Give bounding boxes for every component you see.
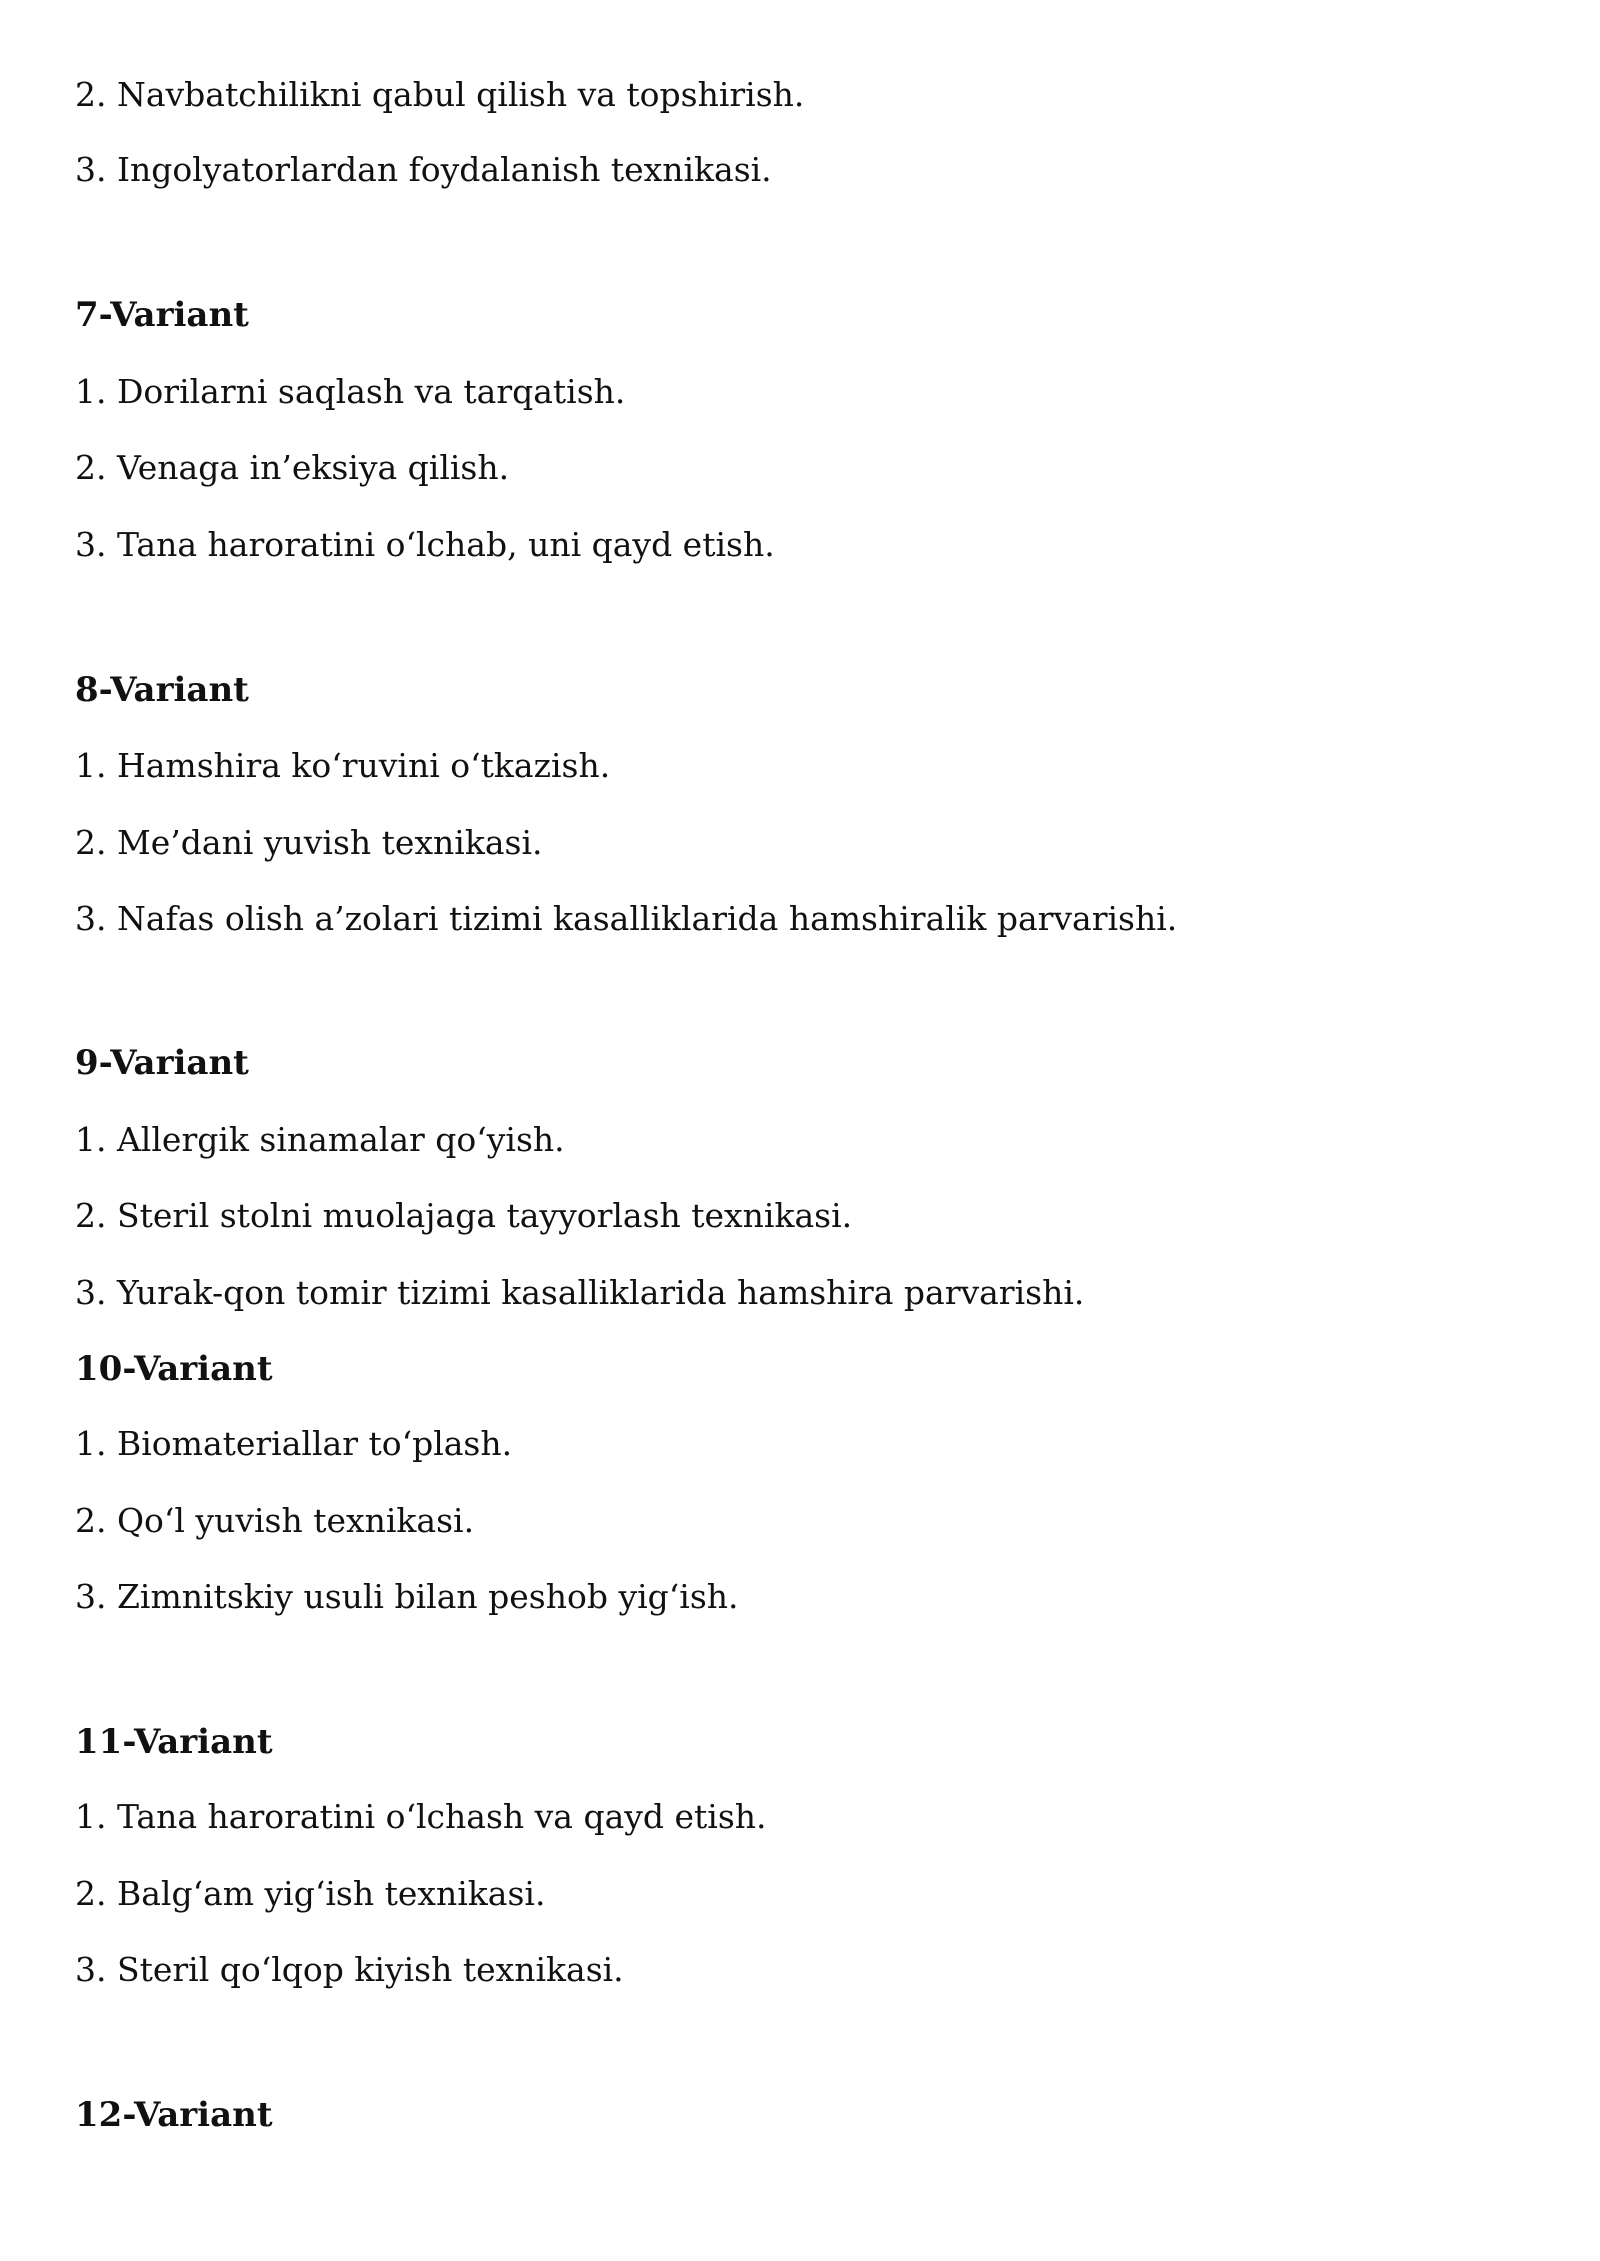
list-item: 2. Steril stolni muolajaga tayyorlash texnikasi. [75,1196,853,1235]
variant-heading: 10-Variant [75,1349,273,1389]
list-item: 3. Nafas olish a’zolari tizimi kasalliklarida hamshiralik parvarishi. [75,899,1178,938]
list-item: 2. Me’dani yuvish texnikasi. [75,823,543,862]
list-item: 2. Venaga in’eksiya qilish. [75,448,510,487]
variant-heading: 7-Variant [75,295,249,335]
list-item: 1. Allergik sinamalar qo‘yish. [75,1120,565,1159]
variant-heading: 11-Variant [75,1722,273,1762]
variant-heading: 12-Variant [75,2095,273,2135]
list-item: 1. Tana haroratini o‘lchash va qayd etish. [75,1797,767,1836]
list-item: 3. Tana haroratini o‘lchab, uni qayd etish. [75,525,775,564]
list-item: 2. Qo‘l yuvish texnikasi. [75,1501,475,1540]
list-item: 1. Biomateriallar to‘plash. [75,1424,513,1463]
list-item: 2. Balg‘am yig‘ish texnikasi. [75,1874,546,1913]
variant-heading: 9-Variant [75,1043,249,1083]
list-item: 2. Navbatchilikni qabul qilish va topshirish. [75,75,805,114]
variant-heading: 8-Variant [75,670,249,710]
list-item: 3. Yurak-qon tomir tizimi kasalliklarida hamshira parvarishi. [75,1273,1085,1312]
list-item: 3. Ingolyatorlardan foydalanish texnikasi. [75,150,772,189]
list-item: 3. Zimnitskiy usuli bilan peshob yig‘ish. [75,1577,739,1616]
list-item: 1. Dorilarni saqlash va tarqatish. [75,372,626,411]
list-item: 1. Hamshira ko‘ruvini o‘tkazish. [75,746,611,785]
list-item: 3. Steril qo‘lqop kiyish texnikasi. [75,1950,624,1989]
